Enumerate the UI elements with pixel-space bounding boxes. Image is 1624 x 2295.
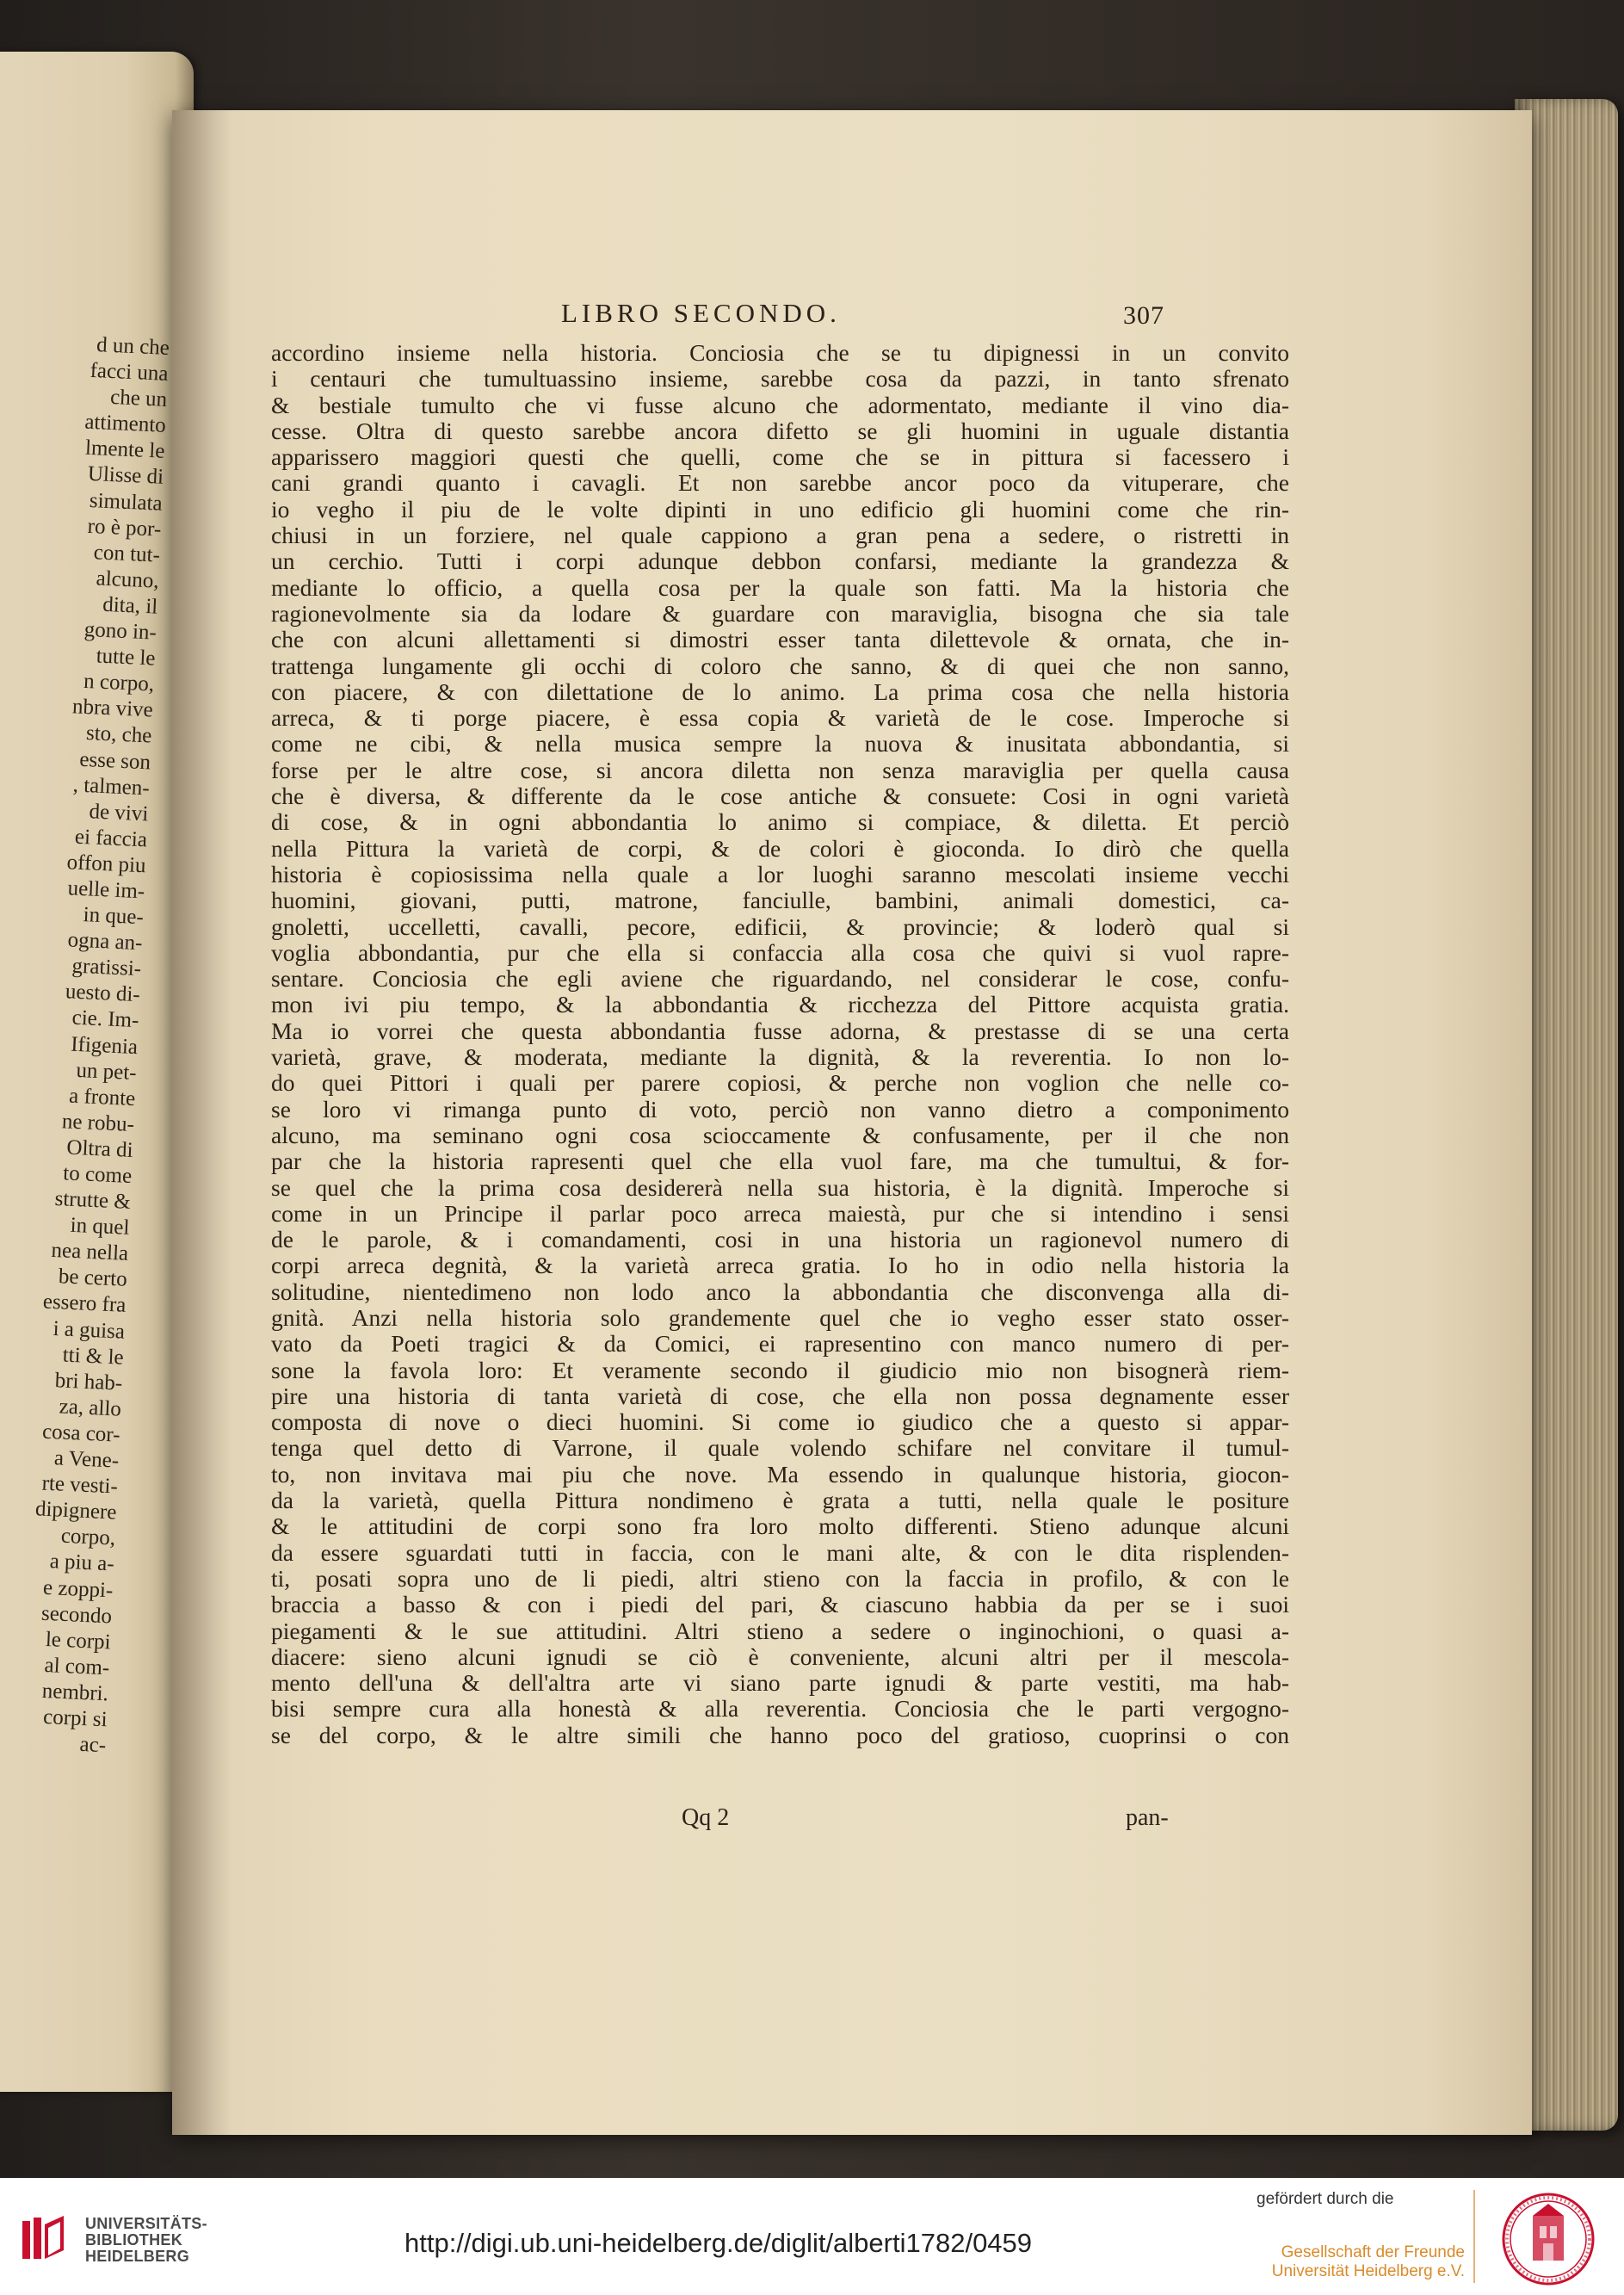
text-line: arreca, & ti porge piacere, è essa copia & varietà de le cose. Imperoche si	[271, 704, 1289, 732]
previous-page-line: tutte le	[95, 644, 156, 671]
previous-page-line: dita, il	[102, 592, 158, 619]
text-line: corpi arreca degnità, & la varietà arreca gratia. Io ho in odio nella historia la	[271, 1252, 1289, 1279]
previous-page-line: ei faccia	[73, 825, 148, 852]
previous-page-line: le corpi	[44, 1627, 111, 1655]
text-line: come ne cibi, & nella musica sempre la nuova & inusitata abbondantia, si	[271, 730, 1289, 758]
text-line: un cerchio. Tutti i corpi adunque debbon confarsi, mediante la grandezza &	[271, 547, 1289, 575]
previous-page-line: che un	[109, 386, 168, 412]
previous-page-line: corpi si	[42, 1704, 108, 1732]
previous-page-line: nea nella	[50, 1239, 129, 1266]
running-head: LIBRO SECONDO.	[561, 298, 841, 328]
page-footer	[172, 1804, 1532, 1839]
text-line: chiusi in un forziere, nel quale cappiono a gran pena a sedere, o ristretti in	[271, 522, 1289, 549]
text-line: accordino insieme nella historia. Conciosia che se tu dipignessi in un convito	[271, 339, 1289, 366]
previous-page-line: attimento	[83, 410, 166, 438]
text-line: to, non invitava mai piu che nove. Ma essendo in qualunque historia, giocon-	[271, 1460, 1289, 1488]
permalink-url[interactable]: http://digi.ub.uni-heidelberg.de/diglit/alberti1782/0459	[404, 2228, 1033, 2258]
text-line: diacere: sieno alcuni ignudi se ciò è conveniente, alcuni altri per il mescola-	[271, 1642, 1289, 1670]
catchword: pan-	[1126, 1804, 1169, 1831]
text-line: trattenga lungamente gli occhi di coloro che sanno, & di quei che non sanno,	[271, 652, 1289, 679]
previous-page-line: lmente le	[84, 436, 165, 464]
text-line: da essere sguardati tutti in faccia, con le mani alte, & con le dita risplenden-	[271, 1538, 1289, 1566]
previous-page-line: a piu a-	[48, 1550, 114, 1576]
previous-page-line: strutte &	[53, 1187, 131, 1215]
previous-page-line: in quel	[69, 1214, 130, 1240]
previous-page-line: za, allo	[58, 1395, 121, 1421]
previous-page-line: cosa cor-	[41, 1420, 120, 1447]
previous-page-line: simulata	[88, 488, 163, 516]
text-line: nella Pittura la varietà de corpi, & de colori è gioconda. Io dirò che quella	[271, 834, 1289, 862]
previous-page-line: secondo	[40, 1601, 113, 1629]
text-line: Ma io vorrei che questa abbondantia fusse adorna, & prestasse di se una certa	[271, 1017, 1289, 1044]
previous-page-line: , talmen-	[71, 773, 150, 801]
previous-page-line: uelle im-	[66, 876, 145, 904]
body-text	[271, 340, 1289, 1748]
previous-page-line: dipignere	[34, 1497, 117, 1525]
university-seal-icon[interactable]	[1495, 2192, 1602, 2286]
text-line: se loro vi rimanga punto di voto, perciò non vanno dietro a componimento	[271, 1095, 1289, 1123]
library-name-line: BIBLIOTHEK	[85, 2231, 182, 2249]
previous-page-line: al com-	[43, 1653, 110, 1680]
previous-page-line: a Vene-	[52, 1446, 120, 1473]
text-line: composta di nove o dieci huomini. Si come io giudico che a questo si appar-	[271, 1408, 1289, 1436]
divider	[1473, 2190, 1475, 2283]
text-line: par che la historia rapresenti quel che ella vuol fare, ma che tumultui, & for-	[271, 1148, 1289, 1175]
previous-page-line: e zoppi-	[42, 1575, 114, 1602]
previous-page-line: esse son	[78, 747, 151, 774]
previous-page-line: uesto di-	[64, 980, 140, 1007]
previous-page-line: ne robu-	[60, 1110, 135, 1136]
previous-page-line: i a guisa	[52, 1316, 126, 1344]
page-header	[172, 298, 1532, 341]
previous-page-line: gono in-	[83, 617, 157, 645]
text-line: voglia abbondantia, pur che ella si confaccia alla cosa che quivi si vuol rapre-	[271, 938, 1289, 966]
previous-page-line: d un che	[96, 333, 170, 360]
book-page	[172, 110, 1532, 2135]
page-number: 307	[1123, 301, 1164, 330]
library-name[interactable]	[85, 2216, 207, 2265]
previous-page-edge	[0, 52, 194, 2092]
previous-page-line: offon piu	[65, 851, 146, 878]
text-line: i centauri che tumultuassino insieme, sarebbe cosa da pazzi, in tanto sfrenato	[271, 365, 1289, 393]
text-line: do quei Pittori i quali per parere copiosi, & perche non voglion che nelle co-	[271, 1069, 1289, 1097]
previous-page-line: corpo,	[59, 1525, 116, 1550]
text-line: & le attitudini de corpi sono fra loro molto differenti. Stieno adunque alcuni	[271, 1512, 1289, 1540]
text-line: mento dell'una & dell'altra arte vi siano parte ignudi & parte vestiti, ma hab-	[271, 1669, 1289, 1697]
previous-page-line: essero fra	[41, 1290, 127, 1318]
text-line: che con alcuni allettamenti si dimostri esser tanta dilettevole & ornata, che in-	[271, 626, 1289, 653]
text-line: come in un Principe il parlar poco arreca maiestà, pur che si intendino i sensi	[271, 1199, 1289, 1227]
previous-page-line: gratissi-	[71, 954, 142, 981]
text-line: forse per le altre cose, si ancora diletta non senza maraviglia per quella causa	[271, 756, 1289, 783]
ub-logo-icon[interactable]	[19, 2212, 69, 2262]
text-line: sone la favola loro: Et veramente secondo il giudicio mio non bisognerà riem-	[271, 1356, 1289, 1383]
text-line: piegamenti & le sue attitudini. Altri stieno a sedere o inginochioni, o quasi a-	[271, 1617, 1289, 1644]
text-line: tenga quel detto di Varrone, il quale volendo schifare nel convitare il tumul-	[271, 1434, 1289, 1462]
footer-bar	[0, 2178, 1624, 2295]
sponsor-name-line: Universität Heidelberg e.V.	[1271, 2262, 1465, 2280]
text-line: gnità. Anzi nella historia solo grandemente quel che io vegho esser stato osser-	[271, 1303, 1289, 1331]
text-line: cani grandi quanto i cavagli. Et non sarebbe ancor poco da vituperare, che	[271, 469, 1289, 497]
previous-page-line: sto, che	[84, 721, 152, 748]
text-line: sentare. Conciosia che egli aviene che riguardando, nel considerar le cose, confu-	[271, 965, 1289, 993]
previous-page-line: con tut-	[92, 541, 161, 567]
text-line: braccia a basso & con i piedi del pari, & ciascuno habbia da per se i suoi	[271, 1591, 1289, 1618]
text-line: cesse. Oltra di questo sarebbe ancora difetto se gli huomini in uguale distantia	[271, 417, 1289, 444]
text-line: solitudine, nientedimeno non lodo anco la abbondantia che disconvenga alla di-	[271, 1277, 1289, 1305]
funded-by-label: gefördert durch die	[1257, 2190, 1394, 2208]
text-line: gnoletti, uccelletti, cavalli, pecore, edificii, & provincie; & loderò qual si	[271, 912, 1289, 940]
text-line: & bestiale tumulto che vi fusse alcuno che adormentato, mediante il vino dia-	[271, 391, 1289, 418]
previous-page-line: un pet-	[75, 1058, 137, 1085]
text-line: ragionevolmente sia da lodare & guardare con maraviglia, bisogna che sia tale	[271, 599, 1289, 627]
previous-page-line: a fronte	[68, 1084, 136, 1110]
library-name-line: UNIVERSITÄTS-	[85, 2215, 207, 2232]
text-line: pire una historia di tanta varietà di cose, che ella non possa degnamente esser	[271, 1382, 1289, 1409]
text-line: apparissero maggiori questi che quelli, come che se in pittura si facessero i	[271, 443, 1289, 471]
previous-page-line: ac-	[78, 1733, 107, 1758]
text-line: se del corpo, & le altre simili che hanno poco del gratioso, cuoprinsi o con	[271, 1721, 1289, 1748]
sponsor-name[interactable]	[1265, 2243, 1465, 2281]
text-line: mediante lo officio, a quella cosa per la quale son fatti. Ma la historia che	[271, 573, 1289, 601]
text-line: io vegho il piu de le volte dipinti in uno edificio gli huomini come che rin-	[271, 495, 1289, 523]
text-line: varietà, grave, & moderata, mediante la dignità, & la reverentia. Io non lo-	[271, 1043, 1289, 1071]
previous-page-line: be certo	[57, 1265, 127, 1292]
sponsor-name-line: Gesellschaft der Freunde	[1281, 2243, 1465, 2261]
text-line: huomini, giovani, putti, matrone, fanciulle, bambini, animali domestici, ca-	[271, 887, 1289, 914]
previous-page-line: alcuno,	[95, 566, 159, 593]
text-line: di cose, & in ogni abbondantia lo animo si compiace, & diletta. Et perciò	[271, 808, 1289, 836]
text-line: che è diversa, & differente da le cose antiche & consuete: Cosi in ogni varietà	[271, 783, 1289, 810]
text-line: se quel che la prima cosa desidererà nella sua historia, è la dignità. Imperoche si	[271, 1173, 1289, 1201]
previous-page-line: Ulisse di	[86, 462, 164, 490]
text-line: de le parole, & i comandamenti, cosi in una historia un ragionevol numero di	[271, 1226, 1289, 1253]
text-line: vato da Poeti tragici & da Comici, ei rapresentino con manco numero di per-	[271, 1330, 1289, 1358]
text-line: ti, posati sopra uno de li piedi, altri stieno con la faccia in profilo, & con le	[271, 1564, 1289, 1592]
previous-page-line: tti & le	[61, 1343, 124, 1370]
text-line: mon ivi piu tempo, & la abbondantia & ricchezza del Pittore acquista gratia.	[271, 991, 1289, 1018]
previous-page-line: to come	[62, 1161, 133, 1188]
previous-page-line: facci una	[89, 358, 169, 387]
previous-page-line: Ifigenia	[70, 1032, 139, 1059]
previous-page-line: nembri.	[40, 1679, 108, 1706]
text-line: da la varietà, quella Pittura nondimeno è grata a tutti, nella quale le positure	[271, 1487, 1289, 1514]
text-line: alcuno, ma seminano ogni cosa scioccamente & confusamente, per il che non	[271, 1121, 1289, 1148]
text-line: con piacere, & con dilettatione de lo animo. La prima cosa che nella historia	[271, 677, 1289, 705]
previous-page-line: nbra vive	[71, 695, 153, 722]
previous-page-line: cie. Im-	[71, 1006, 139, 1033]
previous-page-line: ro è por-	[86, 514, 162, 541]
signature-mark: Qq 2	[682, 1804, 730, 1831]
previous-page-line: ogna an-	[66, 928, 143, 956]
previous-page-line: de vivi	[88, 800, 149, 826]
previous-page-line: in que-	[82, 903, 144, 930]
text-line: bisi sempre cura alla honestà & alla reverentia. Conciosia che le parti vergogno-	[271, 1695, 1289, 1723]
previous-page-line: n corpo,	[83, 670, 155, 696]
previous-page-text	[22, 332, 170, 1760]
library-name-line: HEIDELBERG	[85, 2248, 190, 2265]
previous-page-line: bri hab-	[53, 1368, 123, 1395]
text-line: historia è copiosissima nella quale a lor luoghi saranno mescolati insieme vecchi	[271, 860, 1289, 888]
previous-page-line: Oltra di	[65, 1135, 133, 1162]
previous-page-line: rte vesti-	[40, 1471, 118, 1499]
